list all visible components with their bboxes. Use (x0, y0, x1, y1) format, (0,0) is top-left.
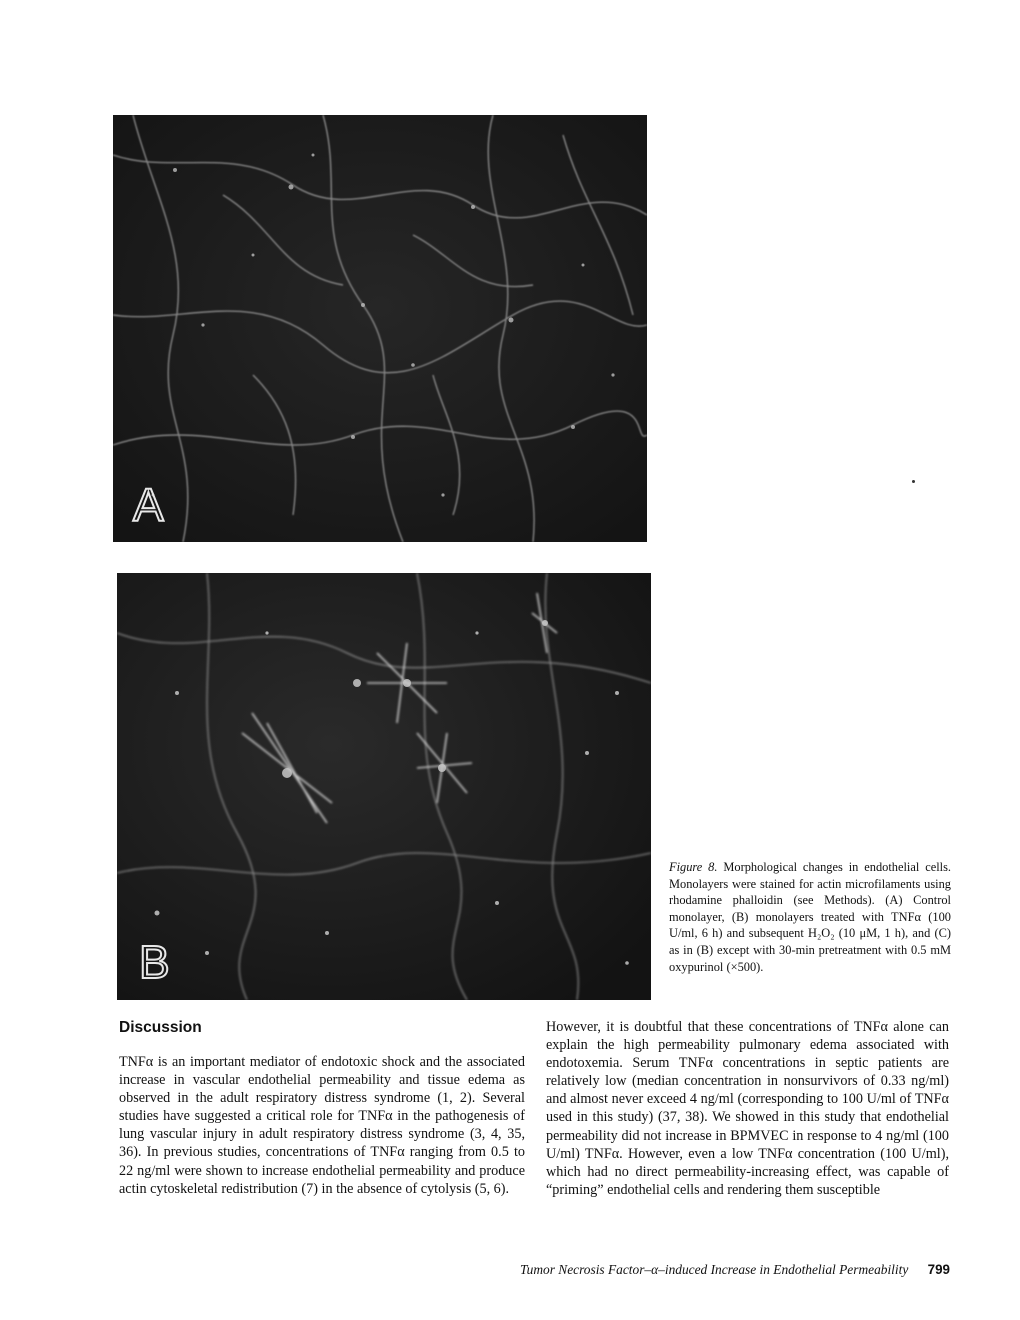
scan-speck (912, 480, 915, 483)
section-heading-discussion: Discussion (119, 1019, 202, 1036)
running-title: Tumor Necrosis Factor–α–induced Increase in Endothelial Permeability (519, 1262, 909, 1277)
panel-letter-a: A (133, 479, 164, 531)
figure-8-caption (669, 859, 951, 975)
figure-8-panel-b (117, 573, 651, 1000)
caption-label: Figure 8. (669, 860, 718, 874)
discussion-paragraph-left: TNFα is an important mediator of endotoxic shock and the associated increase in vascular endothelial permeability and tissue edema as observed in the adult respiratory distress syndrome (1, 2). Several studies have suggested a critical role for TNFα in the pathogenesis of lung vascular injury in adult respiratory distress syndrome (3, 4, 35, 36). In previous studies, concentrations of TNFα ranging from 0.5 to 22 ng/ml were shown to increase endothelial permeability and produce actin cytoskeletal redistribution (7) in the absence of cytolysis (5, 6). (119, 1054, 525, 1197)
figure-8-panel-a (113, 115, 647, 542)
micrograph-a-image (113, 115, 647, 542)
discussion-paragraph-right: However, it is doubtful that these concentrations of TNFα alone can explain the high permeability pulmonary edema associated with endotoxemia. Serum TNFα concentrations in septic patients are relatively low (median concentration in nonsurvivors of 0.33 ng/ml) and almost never exceed 4 ng/ml (corresponding to 100 U/ml of TNFα used in this study) (37, 38). We showed in this study that endothelial permeability did not increase in BPMVEC in response to 4 ng/ml (100 U/ml) TNFα. However, even a low TNFα concentration (100 U/ml), which had no direct permeability-increasing effect, was capable of “priming” endothelial cells and rendering them susceptible (546, 1019, 949, 1198)
page-number: 799 (927, 1262, 950, 1277)
page-footer (470, 1262, 950, 1278)
caption-text: Morphological changes in endothelial cells. Monolayers were stained for actin microfilaments using rhodamine phalloidin (see Methods). (A) Control monolayer, (B) monolayers treated with TNFα (100 U/ml, 6 h) and subsequent H₂O₂ (10 μM, 1 h), and (C) as in (B) except with 30-min pretreatment with 0.5 mM oxypurinol (×500). (669, 860, 952, 974)
panel-letter-b: B (139, 936, 170, 988)
micrograph-b-image (117, 573, 651, 1000)
